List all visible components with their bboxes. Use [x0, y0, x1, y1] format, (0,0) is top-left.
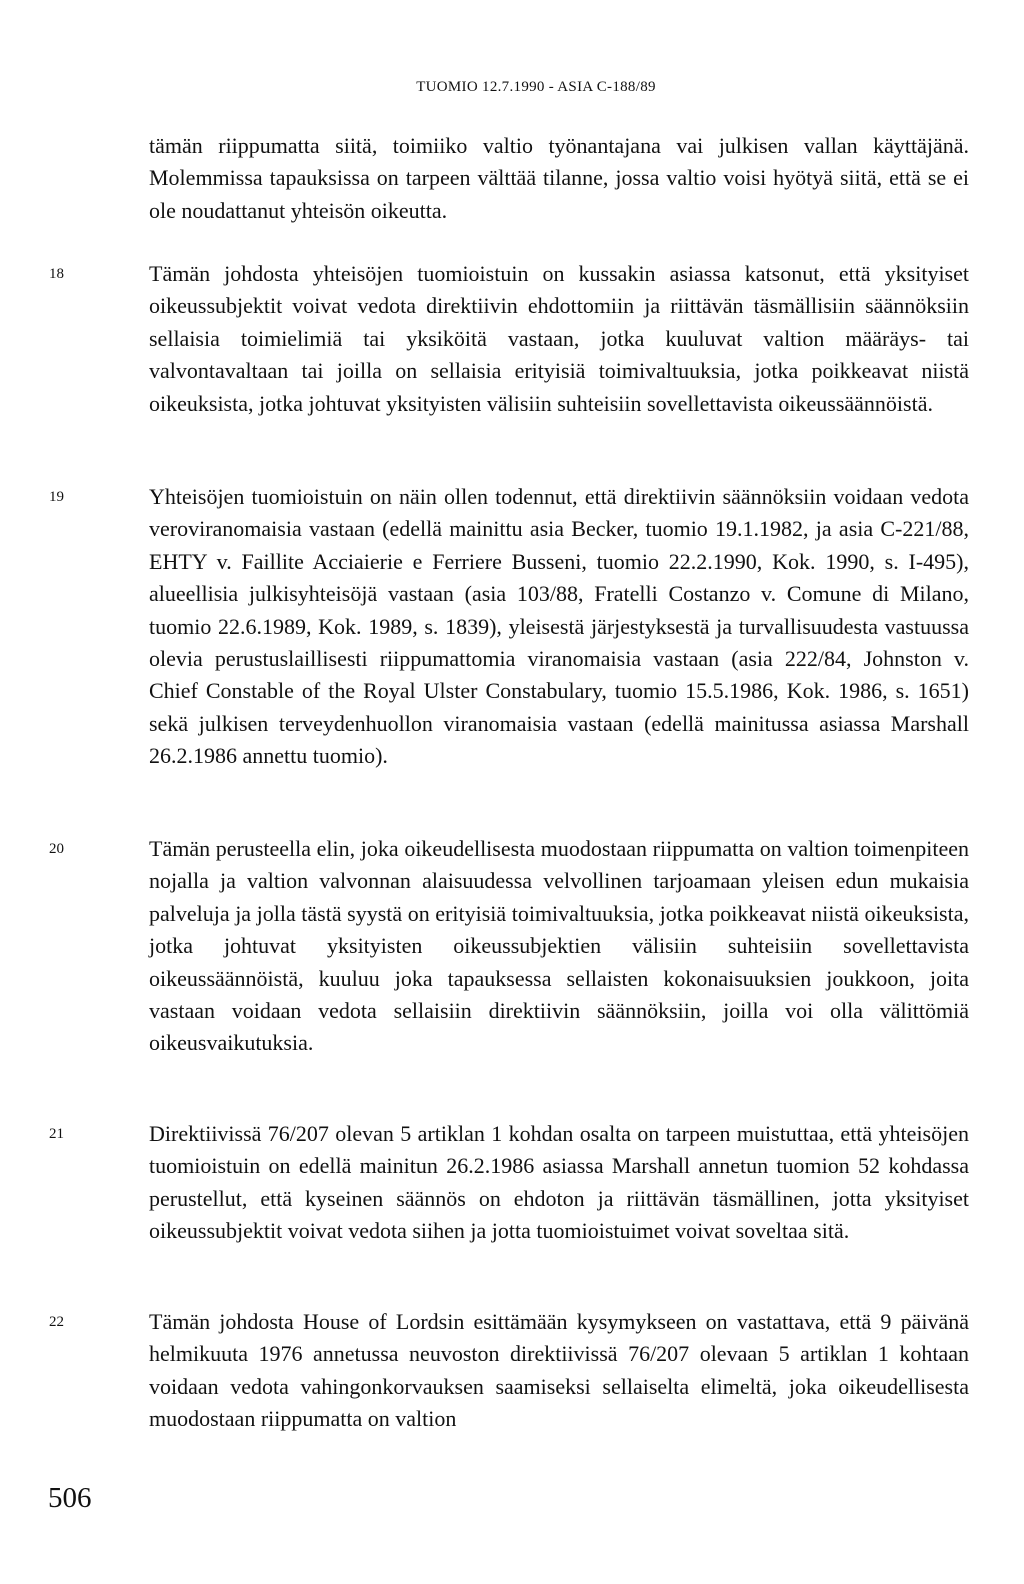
paragraph-text: Yhteisöjen tuomioistuin on näin ollen todennut, että direktiivin säännöksiin voidaan vedota veroviranomaisia vastaan (edellä mainittu asia Becker, tuomio 19.1.1982, ja asia C-221/88, EHTY v. Faillite Acciaierie e Ferriere Busseni, tuomio 22.2.1990, Kok. 1990, s. I-495), alueellisia julkisyhteisöjä vastaan (asia 103/88, Fratelli Costanzo v. Comune di Milano, tuomio 22.6.1989, Kok. 1989, s. 1839), yleisestä järjestyksestä ja turvallisuudesta vastuussa olevia perustuslaillisesti riippumattomia viranomaisia vastaan (asia 222/84, Johnston v. Chief Constable of the Royal Ulster Constabulary, tuomio 15.5.1986, Kok. 1986, s. 1651) sekä julkisen terveydenhuollon viranomaisia vastaan (edellä mainitussa asiassa Marshall 26.2.1986 annettu tuomio). — [149, 484, 969, 769]
page-number: 506 — [48, 1482, 92, 1514]
paragraph-text: Tämän johdosta House of Lordsin esittämään kysymykseen on vastattava, että 9 päivänä helmikuuta 1976 annetussa neuvoston direktiivissä 76/207 olevaan 5 artiklan 1 kohtaan voidaan vedota vahingonkorvauksen saamiseksi sellaiselta elimeltä, joka oikeudellisesta muodostaan riippumatta on valtion — [149, 1309, 969, 1432]
paragraph-20 — [49, 833, 969, 1060]
paragraph-number: 21 — [49, 1126, 64, 1142]
paragraph-text: Tämän perusteella elin, joka oikeudellisesta muodostaan riippumatta on valtion toimenpiteen nojalla ja valtion valvonnan alaisuudessa velvollinen tarjoamaan yleisen edun mukaisia palveluja ja jolla tästä syystä on erityisiä toimivaltuuksia, jotka poikkeavat niistä oikeuksista, jotka johtuvat yksityisten oikeussubjektien välisiin suhteisiin sovellettavista oikeussäännöistä, kuuluu joka tapauksessa sellaisten kokonaisuuksien joukkoon, joita vastaan voidaan vedota sellaisiin direktiivin säännöksiin, joilla voi olla välittömiä oikeusvaikutuksia. — [149, 836, 969, 1056]
paragraph-number: 19 — [49, 489, 64, 505]
paragraph-22 — [49, 1306, 969, 1436]
intro-paragraph: tämän riippumatta siitä, toimiiko valtio työnantajana vai julkisen vallan käyttäjänä. Molemmissa tapauksissa on tarpeen välttää tilanne, jossa valtio voisi hyötyä siitä, että se ei ole noudattanut yhteisön oikeutta. — [149, 133, 969, 223]
paragraph-text: Tämän johdosta yhteisöjen tuomioistuin on kussakin asiassa katsonut, että yksityiset oikeussubjektit voivat vedota direktiivin ehdottomiin ja riittävän täsmällisiin säännöksiin sellaisia toimielimiä tai yksiköitä vastaan, jotka kuuluvat valtion määräys- tai valvontavaltaan tai joilla on sellaisia erityisiä toimivaltuuksia, jotka poikkeavat niistä oikeuksista, jotka johtuvat yksityisten välisiin suhteisiin sovellettavista oikeussäännöistä. — [149, 261, 969, 416]
paragraph-number: 22 — [49, 1314, 64, 1330]
paragraph-19 — [49, 481, 969, 773]
running-header: TUOMIO 12.7.1990 - ASIA C-188/89 — [416, 79, 656, 95]
paragraph-21 — [49, 1118, 969, 1248]
paragraph-number: 20 — [49, 841, 64, 857]
paragraph-text: Direktiivissä 76/207 olevan 5 artiklan 1 kohdan osalta on tarpeen muistuttaa, että yhteisöjen tuomioistuin on edellä mainitun 26.2.1986 asiassa Marshall annetun tuomion 52 kohdassa perustellut, että kyseinen säännös on ehdoton ja riittävän täsmällinen, jotta yksityiset oikeussubjektit voivat vedota siihen ja jotta tuomioistuimet voivat soveltaa sitä. — [149, 1121, 969, 1244]
paragraph-18 — [49, 258, 969, 420]
paragraph-number: 18 — [49, 266, 64, 282]
